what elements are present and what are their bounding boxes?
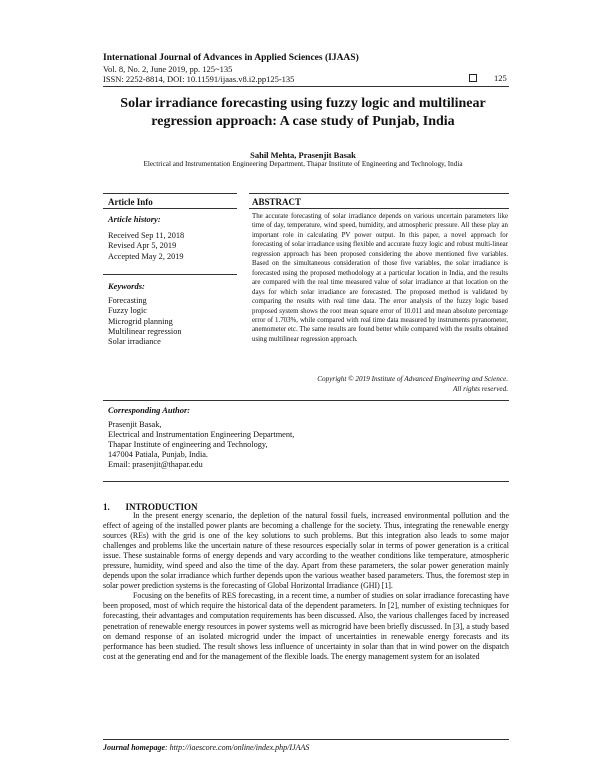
authors: Sahil Mehta, Prasenjit Basak (250, 150, 356, 160)
keyword-item: Solar irradiance (108, 337, 161, 347)
abstract-text: The accurate forecasting of solar irradiance depends on various uncertain parameters like time of day, temperature, wind speed, humidity, and atmospheric pressure. All these play an important role in calculating PV power output. In this paper, a novel approach for forecasting of solar irradiance using flexible and accurate fuzzy logic and robust multi-linear regression approach has been proposed considering the above mentioned five variables. Based on the simultaneous consideration of those five variables, the solar irradiance is forecasted using the proposed methodology at a particular location in India, and the results are compared with the real time measured value of solar irradiance at that location on the days for which solar irradiance are forecasted. The proposed method is validated by comparing the results with real time data. The error analysis of the fuzzy logic based proposed system shows the root mean square error of 10.011 and mean absolute percentage error of 1.703%, while compared with real time data measured by instruments pyranometer, anemometer etc. The same results are found better while compared with the results obtained using multilinear regression approach. (252, 213, 508, 343)
abstract-top-rule (249, 193, 509, 194)
corr-department: Electrical and Instrumentation Engineering Department, (108, 430, 295, 439)
corr-institute: Thapar Institute of engineering and Technology, (108, 440, 268, 449)
article-info-heading: Article Info (108, 197, 153, 207)
abstract-heading: ABSTRACT (252, 197, 302, 207)
corr-address: 147004 Patiala, Punjab, India. (108, 450, 209, 459)
rights-line: All rights reserved. (452, 385, 508, 393)
header-divider (103, 86, 509, 87)
abstract-mid-rule (249, 208, 509, 209)
keyword-item: Fuzzy logic (108, 306, 147, 316)
keywords-list (108, 296, 182, 347)
volume-line: Vol. 8, No. 2, June 2019, pp. 125~135 (103, 64, 233, 74)
intro-heading: 1. INTRODUCTION (103, 502, 198, 512)
history-heading: Article history: (108, 214, 161, 224)
intro-paragraph: In the present energy scenario, the depletion of the natural fossil fuels, increased environmental pollution and the effect of ageing of the installed power plants are becoming a challenge for the society. Thus, integrating the renewable energy sources (REs) with the grid is one of the key solutions to such problems. But this integration also leads to some major challenges and problems like the uncertain nature of these resources especially solar in terms of power generation is a critical issue. These sustainable forms of energy depends and vary according to the weather conditions like temperature, atmospheric pressure, humidity, wind speed and also the time of the day. Apart from these parameters, the solar power generation mainly depends upon the solar irradiance which further depends upon the various weather based parameters. Thus, the foremost step in solar power prediction systems is the forecasting of Global Horizontal Irradiance (GHI) [1]. (103, 511, 509, 591)
copyright-block (252, 374, 508, 394)
homepage-url[interactable]: : http://iaescore.com/online/index.php/IJAAS (165, 743, 310, 752)
homepage-label: Journal homepage (103, 743, 166, 752)
keywords-rule (103, 274, 237, 275)
square-bullet-icon (469, 74, 477, 82)
keyword-item: Microgrid planning (108, 316, 173, 326)
history-received: Received Sep 11, 2018 (108, 231, 185, 240)
corr-email: Email: prasenjit@thapar.edu (108, 460, 203, 469)
history-list (108, 231, 184, 262)
keywords-heading: Keywords: (108, 281, 145, 291)
page-number: 125 (494, 73, 507, 83)
intro-body (103, 511, 509, 662)
intro-paragraph: Focusing on the benefits of RES forecasting, in a recent time, a number of studies on solar irradiance forecasting have been proposed, most of which require the historical data of the dependent parameters. In [2], number of existing techniques for forecasting, their advantages and computation requirements has been discussed. Also, the various challenges faced by increased penetration of renewable energy resources in power systems well as microgrid have been briefly discussed. In [3], a study based on demand response of an isolated microgrid under the impact of uncertainties in renewable energy forecasts and its performance has been studied. The result shows less influence of uncertainty in solar than that in wind power on the dispatch cost at the generating end and for the management of the flexible loads. The energy management system for an isolated (103, 591, 509, 661)
footer-rule (103, 739, 509, 740)
history-revised: Revised Apr 5, 2019 (108, 241, 177, 251)
article-info-mid-rule (103, 208, 237, 209)
issn-line: ISSN: 2252-8814, DOI: 10.11591/ijaas.v8.i2.pp125-135 (103, 74, 295, 84)
keyword-item: Multilinear regression (108, 326, 182, 336)
article-info-top-rule (103, 193, 237, 194)
corr-name: Prasenjit Basak, (108, 420, 162, 429)
corresponding-top-rule (103, 400, 509, 401)
corresponding-heading: Corresponding Author: (108, 405, 191, 415)
corresponding-details (108, 420, 294, 470)
affiliation: Electrical and Instrumentation Engineering Department, Thapar Institute of Engineering and Technology, India (143, 160, 463, 168)
corresponding-bottom-rule (103, 481, 509, 482)
paper-title: Solar irradiance forecasting using fuzzy logic and multilinear regression approach: A case study of Punjab, India (120, 96, 486, 129)
copyright-line: Copyright © 2019 Institute of Advanced Engineering and Science. (317, 375, 508, 383)
history-accepted: Accepted May 2, 2019 (108, 251, 184, 261)
keyword-item: Forecasting (108, 296, 147, 305)
journal-name: International Journal of Advances in Applied Sciences (IJAAS) (103, 53, 359, 63)
journal-homepage[interactable] (103, 743, 309, 752)
